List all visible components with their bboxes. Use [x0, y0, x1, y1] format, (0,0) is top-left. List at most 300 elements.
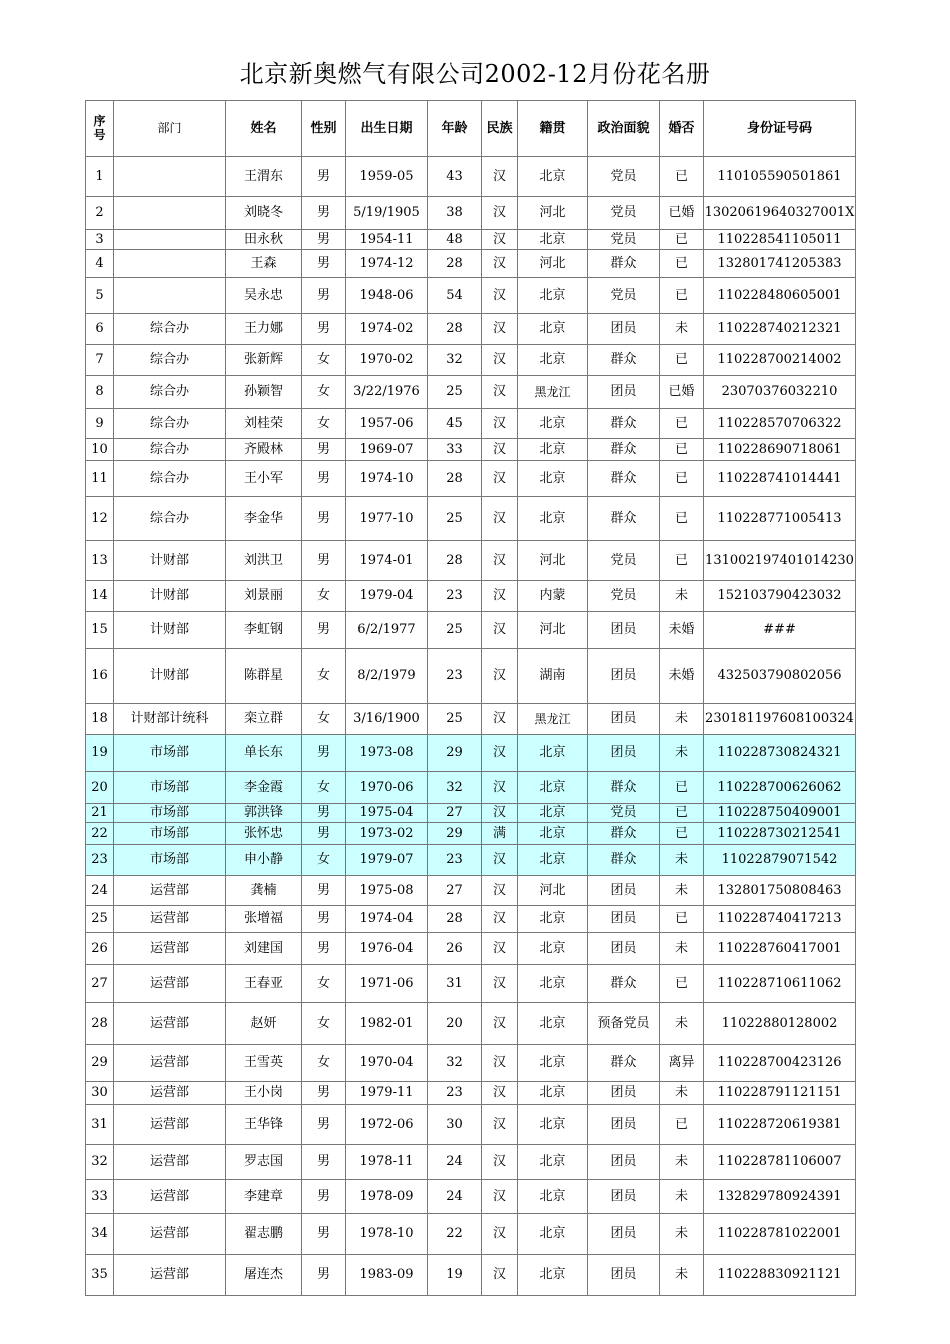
- cell-married: 已: [660, 157, 704, 197]
- header-age: 年龄: [428, 101, 482, 157]
- table-row: [86, 735, 856, 772]
- cell-political: 群众: [588, 772, 660, 804]
- cell-name: 刘景丽: [226, 581, 302, 612]
- cell-name: 王华锋: [226, 1105, 302, 1145]
- cell-seq: 25: [86, 906, 114, 933]
- cell-age: 25: [428, 376, 482, 409]
- cell-ethnicity: 汉: [482, 461, 518, 497]
- cell-political: 党员: [588, 230, 660, 250]
- cell-dept: 市场部: [114, 735, 226, 772]
- cell-origin: 北京: [518, 461, 588, 497]
- cell-birth: 1972-06: [346, 1105, 428, 1145]
- cell-ethnicity: 汉: [482, 409, 518, 439]
- cell-age: 32: [428, 1045, 482, 1082]
- cell-seq: 19: [86, 735, 114, 772]
- table-row: [86, 845, 856, 876]
- cell-married: 已婚: [660, 197, 704, 230]
- cell-id: 110105590501861: [704, 157, 856, 197]
- cell-dept: 运营部: [114, 1214, 226, 1255]
- cell-ethnicity: 汉: [482, 197, 518, 230]
- cell-political: 群众: [588, 345, 660, 376]
- cell-seq: 23: [86, 845, 114, 876]
- cell-political: 团员: [588, 1214, 660, 1255]
- cell-political: 群众: [588, 409, 660, 439]
- table-row: [86, 876, 856, 906]
- cell-political: 团员: [588, 1082, 660, 1105]
- cell-married: 已: [660, 965, 704, 1003]
- cell-political: 团员: [588, 376, 660, 409]
- cell-origin: 河北: [518, 876, 588, 906]
- table-row: [86, 461, 856, 497]
- cell-dept: 综合办: [114, 345, 226, 376]
- header-married: 婚否: [660, 101, 704, 157]
- cell-id: 110228791121151: [704, 1082, 856, 1105]
- cell-age: 29: [428, 735, 482, 772]
- cell-id: 110228700423126: [704, 1045, 856, 1082]
- cell-id: 110228480605001: [704, 278, 856, 314]
- cell-id: 110228541105011: [704, 230, 856, 250]
- cell-birth: 3/16/1900: [346, 704, 428, 735]
- cell-married: 已: [660, 409, 704, 439]
- cell-married: 已婚: [660, 376, 704, 409]
- cell-gender: 男: [302, 197, 346, 230]
- cell-gender: 女: [302, 704, 346, 735]
- cell-origin: 北京: [518, 1214, 588, 1255]
- cell-married: 未: [660, 314, 704, 345]
- cell-age: 48: [428, 230, 482, 250]
- cell-dept: 运营部: [114, 876, 226, 906]
- cell-ethnicity: 汉: [482, 906, 518, 933]
- cell-age: 31: [428, 965, 482, 1003]
- cell-dept: 计财部计统科: [114, 704, 226, 735]
- cell-dept: [114, 250, 226, 278]
- cell-gender: 女: [302, 409, 346, 439]
- cell-dept: 综合办: [114, 497, 226, 541]
- cell-birth: 1974-01: [346, 541, 428, 581]
- cell-age: 33: [428, 439, 482, 461]
- header-political: 政治面貌: [588, 101, 660, 157]
- cell-id: 11022879071542: [704, 845, 856, 876]
- cell-birth: 1979-11: [346, 1082, 428, 1105]
- cell-age: 30: [428, 1105, 482, 1145]
- cell-gender: 男: [302, 230, 346, 250]
- table-row: [86, 1105, 856, 1145]
- cell-origin: 北京: [518, 735, 588, 772]
- cell-origin: 北京: [518, 804, 588, 823]
- cell-age: 26: [428, 933, 482, 965]
- cell-dept: 计财部: [114, 612, 226, 649]
- cell-political: 群众: [588, 823, 660, 845]
- cell-ethnicity: 汉: [482, 157, 518, 197]
- header-row: [86, 101, 856, 157]
- cell-id: 110228720619381: [704, 1105, 856, 1145]
- cell-seq: 9: [86, 409, 114, 439]
- cell-political: 群众: [588, 1045, 660, 1082]
- cell-dept: 运营部: [114, 1082, 226, 1105]
- cell-gender: 女: [302, 965, 346, 1003]
- cell-ethnicity: 汉: [482, 876, 518, 906]
- cell-birth: 1977-10: [346, 497, 428, 541]
- cell-seq: 6: [86, 314, 114, 345]
- cell-ethnicity: 汉: [482, 345, 518, 376]
- cell-gender: 女: [302, 649, 346, 704]
- cell-birth: 1970-02: [346, 345, 428, 376]
- cell-seq: 2: [86, 197, 114, 230]
- cell-seq: 4: [86, 250, 114, 278]
- cell-id: 110228570706322: [704, 409, 856, 439]
- cell-seq: 18: [86, 704, 114, 735]
- cell-seq: 8: [86, 376, 114, 409]
- cell-seq: 22: [86, 823, 114, 845]
- table-row: [86, 278, 856, 314]
- cell-married: 未: [660, 845, 704, 876]
- cell-age: 23: [428, 581, 482, 612]
- cell-origin: 北京: [518, 497, 588, 541]
- cell-political: 党员: [588, 157, 660, 197]
- cell-married: 已: [660, 497, 704, 541]
- table-row: [86, 933, 856, 965]
- table-row: [86, 704, 856, 735]
- cell-political: 群众: [588, 461, 660, 497]
- cell-seq: 16: [86, 649, 114, 704]
- cell-seq: 20: [86, 772, 114, 804]
- cell-ethnicity: 汉: [482, 1255, 518, 1296]
- cell-dept: 运营部: [114, 906, 226, 933]
- cell-married: 已: [660, 461, 704, 497]
- cell-origin: 河北: [518, 250, 588, 278]
- cell-seq: 10: [86, 439, 114, 461]
- cell-age: 28: [428, 314, 482, 345]
- cell-ethnicity: 汉: [482, 439, 518, 461]
- cell-political: 团员: [588, 704, 660, 735]
- cell-married: 已: [660, 772, 704, 804]
- cell-age: 24: [428, 1180, 482, 1214]
- table-row: [86, 804, 856, 823]
- cell-ethnicity: 汉: [482, 735, 518, 772]
- cell-name: 赵妍: [226, 1003, 302, 1045]
- cell-married: 已: [660, 345, 704, 376]
- cell-age: 25: [428, 612, 482, 649]
- cell-name: 张增福: [226, 906, 302, 933]
- page-title: 北京新奥燃气有限公司2002-12月份花名册: [239, 60, 711, 88]
- cell-birth: 1974-10: [346, 461, 428, 497]
- cell-married: 已: [660, 823, 704, 845]
- cell-dept: 综合办: [114, 409, 226, 439]
- cell-ethnicity: 汉: [482, 497, 518, 541]
- roster-table: [85, 100, 856, 1296]
- cell-seq: 30: [86, 1082, 114, 1105]
- cell-ethnicity: 汉: [482, 278, 518, 314]
- cell-ethnicity: 汉: [482, 1145, 518, 1180]
- cell-married: 已: [660, 541, 704, 581]
- cell-name: 郭洪锋: [226, 804, 302, 823]
- cell-age: 43: [428, 157, 482, 197]
- cell-dept: 市场部: [114, 772, 226, 804]
- table-row: [86, 649, 856, 704]
- cell-origin: 北京: [518, 314, 588, 345]
- cell-name: 王渭东: [226, 157, 302, 197]
- cell-name: 刘桂荣: [226, 409, 302, 439]
- cell-gender: 男: [302, 906, 346, 933]
- cell-name: 屠连杰: [226, 1255, 302, 1296]
- cell-gender: 男: [302, 278, 346, 314]
- cell-gender: 男: [302, 461, 346, 497]
- table-row: [86, 157, 856, 197]
- cell-dept: 市场部: [114, 845, 226, 876]
- cell-gender: 男: [302, 439, 346, 461]
- cell-political: 群众: [588, 845, 660, 876]
- cell-political: 团员: [588, 1105, 660, 1145]
- cell-ethnicity: 满: [482, 823, 518, 845]
- cell-origin: 北京: [518, 409, 588, 439]
- cell-gender: 男: [302, 157, 346, 197]
- table-row: [86, 906, 856, 933]
- cell-origin: 北京: [518, 1180, 588, 1214]
- cell-gender: 男: [302, 1255, 346, 1296]
- cell-age: 27: [428, 804, 482, 823]
- cell-name: 刘建国: [226, 933, 302, 965]
- table-row: [86, 612, 856, 649]
- cell-origin: 北京: [518, 1082, 588, 1105]
- cell-political: 团员: [588, 735, 660, 772]
- cell-dept: 计财部: [114, 581, 226, 612]
- cell-seq: 15: [86, 612, 114, 649]
- cell-birth: 1974-02: [346, 314, 428, 345]
- cell-gender: 男: [302, 876, 346, 906]
- cell-id: 110228750409001: [704, 804, 856, 823]
- cell-political: 群众: [588, 250, 660, 278]
- cell-married: 离异: [660, 1045, 704, 1082]
- cell-dept: 运营部: [114, 1255, 226, 1296]
- cell-seq: 33: [86, 1180, 114, 1214]
- cell-dept: [114, 278, 226, 314]
- cell-birth: 1978-10: [346, 1214, 428, 1255]
- cell-birth: 1976-04: [346, 933, 428, 965]
- cell-gender: 男: [302, 1145, 346, 1180]
- cell-political: 团员: [588, 933, 660, 965]
- cell-ethnicity: 汉: [482, 376, 518, 409]
- cell-seq: 13: [86, 541, 114, 581]
- cell-id: 23070376032210: [704, 376, 856, 409]
- table-row: [86, 1082, 856, 1105]
- cell-id: ###: [704, 612, 856, 649]
- cell-name: 李金华: [226, 497, 302, 541]
- cell-birth: 1954-11: [346, 230, 428, 250]
- cell-ethnicity: 汉: [482, 933, 518, 965]
- cell-gender: 女: [302, 772, 346, 804]
- cell-gender: 男: [302, 1180, 346, 1214]
- cell-birth: 1973-08: [346, 735, 428, 772]
- cell-political: 团员: [588, 649, 660, 704]
- cell-id: 110228730824321: [704, 735, 856, 772]
- cell-id: 110228700626062: [704, 772, 856, 804]
- cell-birth: 1974-12: [346, 250, 428, 278]
- table-row: [86, 314, 856, 345]
- cell-ethnicity: 汉: [482, 250, 518, 278]
- cell-name: 田永秋: [226, 230, 302, 250]
- cell-age: 20: [428, 1003, 482, 1045]
- cell-birth: 1978-11: [346, 1145, 428, 1180]
- cell-name: 张新辉: [226, 345, 302, 376]
- table-row: [86, 772, 856, 804]
- cell-gender: 女: [302, 1003, 346, 1045]
- cell-id: 110228710611062: [704, 965, 856, 1003]
- table-row: [86, 1255, 856, 1296]
- cell-gender: 男: [302, 497, 346, 541]
- cell-id: 110228700214002: [704, 345, 856, 376]
- cell-seq: 5: [86, 278, 114, 314]
- cell-dept: 市场部: [114, 804, 226, 823]
- cell-dept: 运营部: [114, 1180, 226, 1214]
- cell-id: 110228830921121: [704, 1255, 856, 1296]
- cell-seq: 11: [86, 461, 114, 497]
- cell-name: 翟志鹏: [226, 1214, 302, 1255]
- cell-age: 25: [428, 497, 482, 541]
- cell-origin: 北京: [518, 1255, 588, 1296]
- cell-origin: 北京: [518, 823, 588, 845]
- cell-age: 23: [428, 649, 482, 704]
- cell-age: 23: [428, 845, 482, 876]
- table-row: [86, 497, 856, 541]
- cell-dept: 综合办: [114, 376, 226, 409]
- cell-ethnicity: 汉: [482, 1045, 518, 1082]
- cell-age: 32: [428, 345, 482, 376]
- cell-birth: 1970-04: [346, 1045, 428, 1082]
- cell-name: 齐殿林: [226, 439, 302, 461]
- cell-political: 群众: [588, 439, 660, 461]
- cell-dept: 运营部: [114, 1145, 226, 1180]
- cell-gender: 男: [302, 1105, 346, 1145]
- cell-birth: 5/19/1905: [346, 197, 428, 230]
- cell-origin: 北京: [518, 845, 588, 876]
- cell-ethnicity: 汉: [482, 772, 518, 804]
- cell-ethnicity: 汉: [482, 230, 518, 250]
- cell-name: 王春亚: [226, 965, 302, 1003]
- cell-political: 团员: [588, 1180, 660, 1214]
- cell-birth: 1971-06: [346, 965, 428, 1003]
- cell-ethnicity: 汉: [482, 704, 518, 735]
- cell-ethnicity: 汉: [482, 612, 518, 649]
- cell-age: 23: [428, 1082, 482, 1105]
- cell-origin: 北京: [518, 230, 588, 250]
- cell-married: 未: [660, 1214, 704, 1255]
- cell-political: 群众: [588, 965, 660, 1003]
- cell-origin: 河北: [518, 612, 588, 649]
- cell-origin: 北京: [518, 1003, 588, 1045]
- cell-age: 38: [428, 197, 482, 230]
- cell-birth: 1948-06: [346, 278, 428, 314]
- cell-id: 13020619640327001X: [704, 197, 856, 230]
- cell-seq: 12: [86, 497, 114, 541]
- cell-id: 132801750808463: [704, 876, 856, 906]
- cell-gender: 女: [302, 581, 346, 612]
- cell-age: 22: [428, 1214, 482, 1255]
- cell-dept: 市场部: [114, 823, 226, 845]
- cell-birth: 3/22/1976: [346, 376, 428, 409]
- cell-married: 已: [660, 250, 704, 278]
- cell-married: 未: [660, 1255, 704, 1296]
- cell-id: 131002197401014230: [704, 541, 856, 581]
- cell-political: 群众: [588, 497, 660, 541]
- cell-origin: 北京: [518, 439, 588, 461]
- cell-dept: 综合办: [114, 314, 226, 345]
- cell-married: 未: [660, 1082, 704, 1105]
- cell-married: 未: [660, 704, 704, 735]
- cell-age: 28: [428, 250, 482, 278]
- cell-seq: 28: [86, 1003, 114, 1045]
- cell-id: 110228781022001: [704, 1214, 856, 1255]
- cell-name: 单长东: [226, 735, 302, 772]
- cell-gender: 女: [302, 376, 346, 409]
- cell-ethnicity: 汉: [482, 1180, 518, 1214]
- cell-origin: 湖南: [518, 649, 588, 704]
- cell-political: 团员: [588, 876, 660, 906]
- cell-origin: 北京: [518, 933, 588, 965]
- cell-dept: [114, 157, 226, 197]
- cell-id: 110228740212321: [704, 314, 856, 345]
- cell-political: 团员: [588, 1255, 660, 1296]
- cell-political: 党员: [588, 278, 660, 314]
- cell-age: 24: [428, 1145, 482, 1180]
- cell-seq: 29: [86, 1045, 114, 1082]
- cell-id: 432503790802056: [704, 649, 856, 704]
- cell-birth: 1959-05: [346, 157, 428, 197]
- cell-dept: 运营部: [114, 1045, 226, 1082]
- cell-name: 吴永忠: [226, 278, 302, 314]
- cell-age: 54: [428, 278, 482, 314]
- cell-origin: 北京: [518, 965, 588, 1003]
- cell-married: 已: [660, 804, 704, 823]
- cell-id: 152103790423032: [704, 581, 856, 612]
- cell-dept: 计财部: [114, 649, 226, 704]
- cell-gender: 女: [302, 1045, 346, 1082]
- table-row: [86, 250, 856, 278]
- cell-origin: 北京: [518, 906, 588, 933]
- cell-ethnicity: 汉: [482, 1003, 518, 1045]
- cell-political: 党员: [588, 541, 660, 581]
- table-row: [86, 1180, 856, 1214]
- table-row: [86, 965, 856, 1003]
- cell-name: 王小军: [226, 461, 302, 497]
- cell-age: 28: [428, 541, 482, 581]
- cell-age: 45: [428, 409, 482, 439]
- cell-ethnicity: 汉: [482, 804, 518, 823]
- table-row: [86, 197, 856, 230]
- cell-married: 已: [660, 1105, 704, 1145]
- cell-gender: 男: [302, 1214, 346, 1255]
- cell-married: 未婚: [660, 649, 704, 704]
- cell-political: 团员: [588, 1145, 660, 1180]
- cell-age: 28: [428, 461, 482, 497]
- cell-age: 28: [428, 906, 482, 933]
- cell-dept: 运营部: [114, 1105, 226, 1145]
- cell-married: 已: [660, 906, 704, 933]
- cell-name: 王雪英: [226, 1045, 302, 1082]
- cell-political: 团员: [588, 314, 660, 345]
- cell-dept: 运营部: [114, 965, 226, 1003]
- cell-ethnicity: 汉: [482, 649, 518, 704]
- cell-name: 刘洪卫: [226, 541, 302, 581]
- cell-birth: 1983-09: [346, 1255, 428, 1296]
- cell-birth: 1973-02: [346, 823, 428, 845]
- cell-seq: 7: [86, 345, 114, 376]
- cell-gender: 女: [302, 345, 346, 376]
- cell-gender: 男: [302, 823, 346, 845]
- cell-married: 未婚: [660, 612, 704, 649]
- cell-name: 龚楠: [226, 876, 302, 906]
- cell-name: 王力娜: [226, 314, 302, 345]
- cell-name: 刘晓冬: [226, 197, 302, 230]
